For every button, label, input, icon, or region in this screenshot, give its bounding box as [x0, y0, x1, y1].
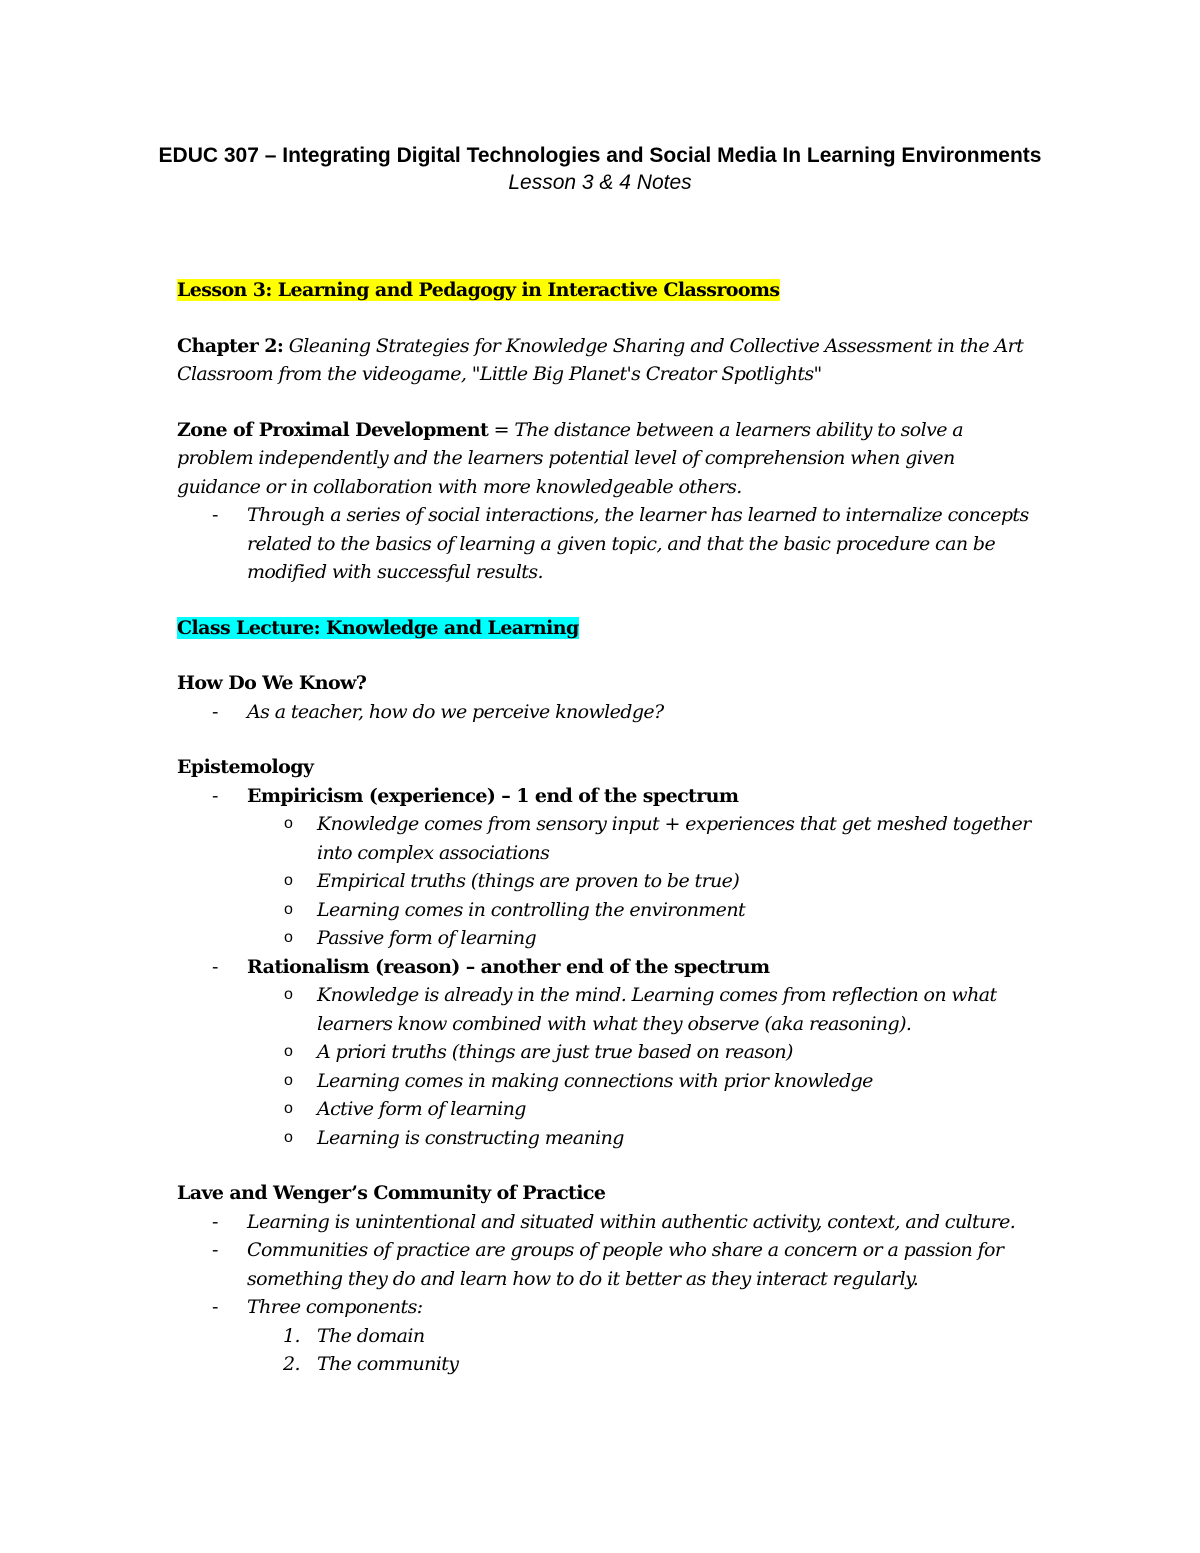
circle-marker: o [284, 1043, 293, 1060]
list-item [177, 1208, 1037, 1237]
empiricism-item: Empirical truths (things are proven to be true) [317, 870, 740, 892]
community-bullet-text: Learning is unintentional and situated within authentic activity, context, and culture. [247, 1210, 1016, 1233]
empiricism-item: Learning comes in controlling the environment [317, 898, 745, 921]
circle-marker: o [284, 1100, 293, 1117]
chapter-paragraph [177, 332, 1037, 389]
rationalism-item: Learning is constructing meaning [317, 1126, 624, 1149]
community-bullet-text: Communities of practice are groups of people who share a concern or a passion for something they do and learn how to do it better as they interact regularly. [247, 1239, 1004, 1290]
list-item [247, 1350, 1037, 1379]
list-item [247, 1038, 1037, 1067]
list-item [177, 1293, 1037, 1379]
empiricism-sublist [247, 810, 1037, 953]
dash-marker: - [212, 784, 218, 807]
rationalism-item: A priori truths (things are just true based on reason) [317, 1041, 793, 1063]
lecture-heading: Class Lecture: Knowledge and Learning [177, 616, 579, 639]
empiricism-item: Passive form of learning [317, 927, 537, 949]
rationalism-label: Rationalism (reason) – another end of the spectrum [247, 955, 770, 978]
dash-marker: - [212, 955, 218, 978]
list-item [247, 1124, 1037, 1153]
list-item [177, 782, 1037, 953]
rationalism-item: Active form of learning [317, 1098, 526, 1120]
zpd-definition: The distance between a learners ability to solve a problem independently and the learners potential level of comprehension when given guidance or in collaboration with more knowledgeable others. [177, 418, 964, 498]
document-body [177, 276, 1037, 1379]
zpd-equals: = [488, 418, 515, 441]
circle-marker: o [284, 900, 293, 918]
list-item [247, 810, 1037, 867]
zpd-paragraph [177, 416, 1037, 502]
how-heading: How Do We Know? [177, 672, 367, 694]
list-item [247, 924, 1037, 953]
circle-marker: o [284, 815, 293, 832]
zpd-bullet-list [177, 501, 1037, 587]
list-item [247, 1322, 1037, 1351]
dash-marker: - [212, 504, 218, 526]
circle-marker: o [284, 929, 293, 946]
chapter-text: Gleaning Strategies for Knowledge Sharing and Collective Assessment in the Art Classroom from the videogame, "Little Big Planet's Creator Spotlights" [177, 334, 1024, 385]
circle-marker: o [284, 986, 293, 1003]
component-text: The community [317, 1353, 459, 1375]
zpd-term: Zone of Proximal Development [177, 418, 489, 441]
lesson3-heading-line [177, 276, 1037, 305]
rationalism-sublist [247, 981, 1037, 1152]
lecture-heading-line [177, 614, 1037, 643]
list-item [247, 896, 1037, 925]
list-item [177, 953, 1037, 1153]
list-item [247, 1095, 1037, 1124]
community-heading-line [177, 1179, 1037, 1208]
components-list [247, 1322, 1037, 1379]
list-item [177, 501, 1037, 587]
list-item [177, 698, 1037, 727]
rationalism-item: Learning comes in making connections with prior knowledge [317, 1069, 873, 1092]
list-item [247, 1067, 1037, 1096]
how-bullet-list [177, 698, 1037, 727]
number-marker: 1. [283, 1324, 300, 1347]
list-item [177, 1236, 1037, 1293]
how-heading-line [177, 669, 1037, 698]
epistemology-heading: Epistemology [177, 756, 314, 778]
zpd-bullet-text: Through a series of social interactions, the learner has learned to internalize concepts related to the basics of learning a given topic, and that the basic procedure can be modified with successful results. [247, 504, 1029, 583]
how-bullet-text: As a teacher, how do we perceive knowledge? [247, 700, 664, 723]
circle-marker: o [284, 1071, 293, 1089]
dash-marker: - [212, 700, 218, 723]
community-heading: Lave and Wenger’s Community of Practice [177, 1182, 606, 1204]
dash-marker: - [212, 1239, 218, 1261]
list-item [247, 981, 1037, 1038]
epistemology-list [177, 782, 1037, 1153]
document-subtitle: Lesson 3 & 4 Notes [508, 171, 692, 194]
community-bullet-text: Three components: [247, 1296, 423, 1318]
document-header [150, 142, 1050, 196]
component-text: The domain [317, 1324, 425, 1347]
dash-marker: - [212, 1296, 218, 1318]
dash-marker: - [212, 1210, 218, 1233]
circle-marker: o [284, 872, 293, 889]
empiricism-label: Empiricism (experience) – 1 end of the spectrum [247, 784, 739, 807]
lesson3-heading: Lesson 3: Learning and Pedagogy in Interactive Classrooms [177, 279, 780, 301]
document-title: EDUC 307 – Integrating Digital Technologies and Social Media In Learning Environments [158, 144, 1042, 167]
circle-marker: o [284, 1128, 293, 1146]
empiricism-item: Knowledge comes from sensory input + experiences that get meshed together into complex associations [317, 813, 1031, 864]
number-marker: 2. [283, 1353, 300, 1375]
rationalism-item: Knowledge is already in the mind. Learning comes from reflection on what learners know combined with what they observe (aka reasoning). [317, 984, 997, 1035]
community-bullet-list [177, 1208, 1037, 1379]
chapter-label: Chapter 2: [177, 334, 284, 357]
epistemology-heading-line [177, 753, 1037, 782]
list-item [247, 867, 1037, 896]
